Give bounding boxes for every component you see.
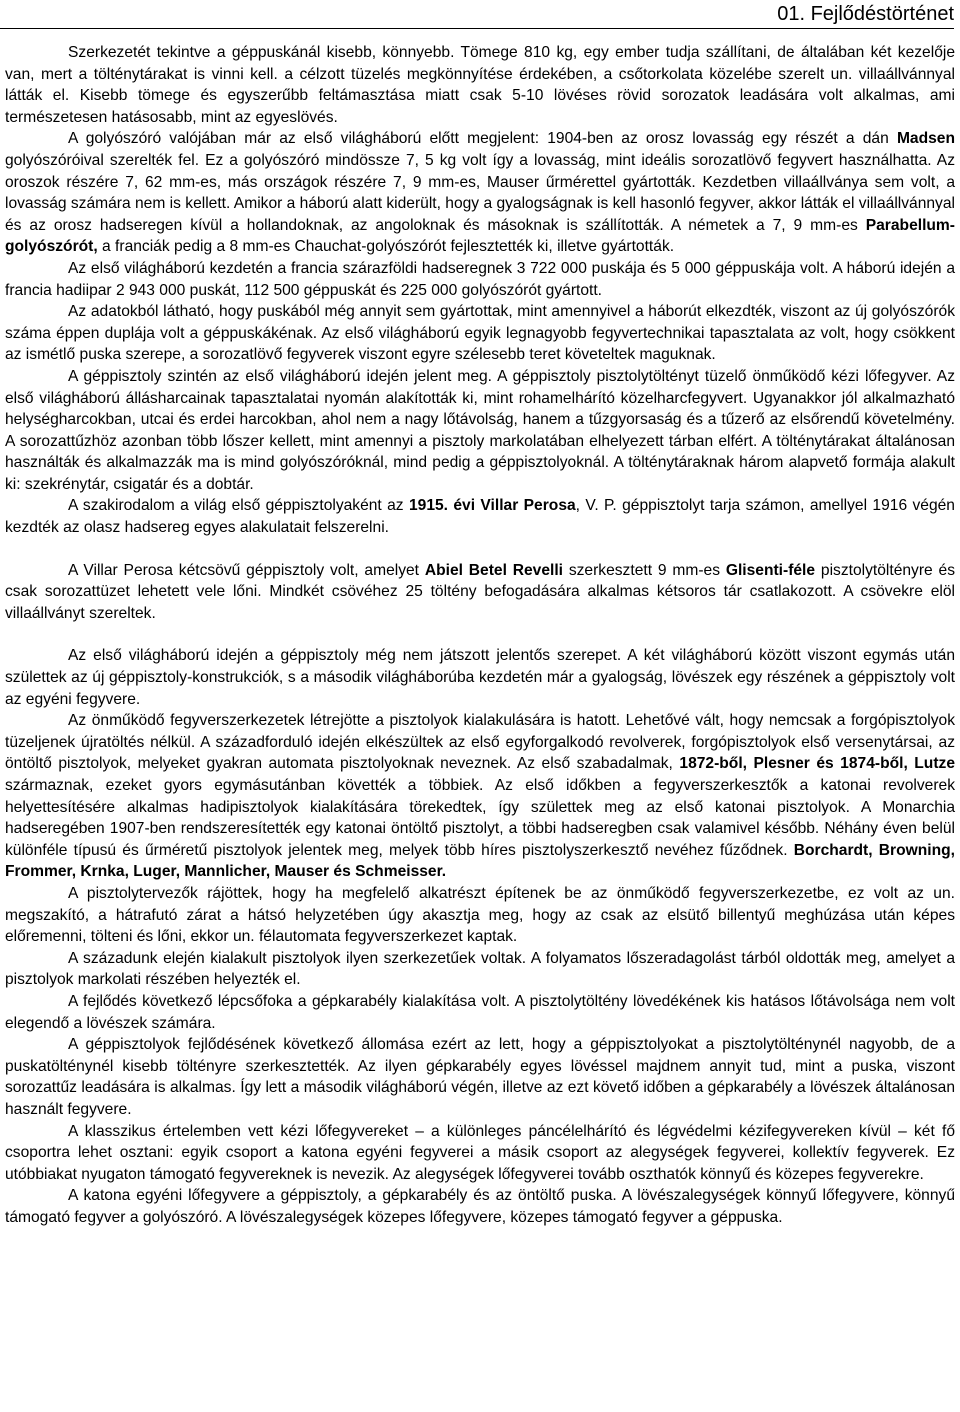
bold-term: Parabellum-golyószórót,	[5, 216, 955, 256]
paragraph: A golyószóró valójában már az első világháború előtt megjelent: 1904-ben az orosz lovasság egy részét a dán Madsen golyószóróival szerelték fel. Ez a golyószóró mindössze 7, 5 kg volt így a lovasság, mint ideális sorozatlövő fegyvert használhatta. Az oroszok részére 7, 62 mm-es, más országok részére 7, 9 mm-es, Mauser űrmérettel gyártották. Kezdetben villaállványa sem volt, a lovasság számára nem is kellett. Amikor a háború alatt kiderült, hogy a gyalogságnak is kell hasonló fegyver, akkor látták el villaállvánnyal és az orosz hadseregen kívül a hollandoknak, az angoloknak és másoknak is szállították. A németek a 7, 9 mm-es Parabellum-golyószórót, a franciák pedig a 8 mm-es Chauchat-golyószórót fejlesztették ki, illetve gyártották.	[5, 130, 955, 256]
paragraph: A szakirodalom a világ első géppisztolyaként az 1915. évi Villar Perosa, V. P. géppisztolyt tarja számon, amellyel 1916 végén kezdték az olasz hadsereg egyes alakulatait felszerelni.	[5, 497, 955, 537]
bold-term: 1915. évi Villar Perosa	[408, 497, 576, 515]
bold-term: Borchardt, Browning, Frommer, Krnka, Luger, Mannlicher, Mauser és Schmeisser.	[5, 841, 956, 881]
bold-term: Madsen	[896, 130, 955, 148]
paragraph: Az adatokból látható, hogy puskából még annyit sem gyártottak, mint amennyivel a háborút elkezdték, viszont az új golyószórók száma éppen duplája volt a géppuskákénak. Az első világháború egyik legnagyobb fegyvertechnikai tapasztalata az volt, hogy csökkent az ismétlő puska szerepe, a sorozatlövő fegyverek viszont egyre szélesebb teret követeltek maguknak.	[5, 303, 955, 364]
page-header	[0, 0, 954, 29]
paragraph: A fejlődés következő lépcsőfoka a gépkarabély kialakítása volt. A pisztolytöltény lövedékének kis hatásos lőtávolsága nem volt elegendő a lövészek számára.	[5, 992, 955, 1032]
bold-term: 1872-ből, Plesner és 1874-ből, Lutze	[679, 755, 955, 773]
chapter-title: 01. Fejlődéstörténet	[777, 3, 954, 25]
paragraph: A katona egyéni lőfegyvere a géppisztoly, a gépkarabély és az öntöltő puska. A lövészalegységek könnyű lőfegyvere, könnyű támogató fegyver a golyószóró. A lövészalegységek közepes lőfegyvere, közepes támogató fegyver a géppuska.	[5, 1187, 955, 1226]
paragraph: Az önműködő fegyverszerkezetek létrejötte a pisztolyok kialakulására is hatott. Lehetővé vált, hogy nemcsak a forgópisztolyok tüzeljenek újratöltés nélkül. A századforduló idején elkészültek az első egyforgalkodó revolverek, forgópisztolyok első versenytársai, az öntöltő pisztolyok, melyeket gyakran automata pisztolyoknak neveznek. Az első szabadalmak, 1872-ből, Plesner és 1874-ből, Lutze származnak, ezeket gyors egymásutánban követték a többiek. Az első időkben a fegyverszerkesztők a katonai revolverek helyettesítésére alkalmas hadipisztolyok kialakítására törekedtek, így születtek meg az első katonai pisztolyok. A Monarchia hadseregében 1907-ben rendszeresítették egy katonai öntöltő pisztolyt, a többi hadseregben csak valamivel később. Néhány éven belül különféle típusú és űrméretű pisztolyok jelentek meg, melyek több híres pisztolyszerkesztő nevéhez fűződnek. Borchardt, Browning, Frommer, Krnka, Luger, Mannlicher, Mauser és Schmeisser.	[5, 712, 956, 881]
paragraph: A századunk elején kialakult pisztolyok ilyen szerkezetűek voltak. A folyamatos lőszeradagolást tárból oldották meg, amelyet a pisztolyok markolati részében helyezték el.	[5, 949, 955, 989]
paragraph: Az első világháború kezdetén a francia szárazföldi hadseregnek 3 722 000 puskája és 5 000 géppuskája volt. A háború idején a francia hadiipar 2 943 000 puskát, 112 500 géppuskát és 225 000 golyószórót gyártott.	[5, 259, 955, 299]
paragraph: Az első világháború idején a géppisztoly még nem játszott jelentős szerepet. A két világháború között viszont egymás után születtek az új géppisztoly-konstrukciók, s a második világháborúba kezdetén már a gyalogság, lövészek egy részének a géppisztoly volt az egyéni fegyvere.	[5, 647, 955, 708]
paragraph: A Villar Perosa kétcsövű géppisztoly volt, amelyet Abiel Betel Revelli szerkesztett 9 mm-es Glisenti-féle pisztolytöltényre és csak sorozattüzet lehetett vele lőni. Mindkét csövéhez 25 töltény befogadására alkalmas kétsoros tár csatlakozott. A csövekre elöl villaállványt szereltek.	[5, 561, 955, 622]
paragraph: Szerkezetét tekintve a géppuskánál kisebb, könnyebb. Tömege 810 kg, egy ember tudja szállítani, de általában két kezelője van, mert a tölténytárakat is vinni kell. a célzott tüzelés megkönnyítése érdekében, a csőtorkolata közelébe szerelt un. villaállvánnyal látták el. Kisebb tömege és egyszerűbb feltámasztása miatt csak 5-10 lövéses rövid sorozatok leadására volt alkalmas, ami természetesen hatásosabb, mint az egyeslövés.	[5, 44, 955, 126]
paragraph: A géppisztolyok fejlődésének következő állomása ezért az lett, hogy a géppisztolyokat a pisztolytölténynél nagyobb, de a puskatölténynél kisebb töltényre szerkesztették. Az ilyen gépkarabély egyes lövéssel majdnem annyit tud, mint a puska, viszont sorozattűz leadására is alkalmas. Így lett a második világháború végén, illetve az ezt követő időben a gépkarabély a lövészek általánosan használt fegyvere.	[5, 1036, 955, 1118]
bold-term: Glisenti-féle	[725, 561, 816, 579]
paragraph: A pisztolytervezők rájöttek, hogy ha megfelelő alkatrészt építenek be az önműködő fegyverszerkezetbe, ez volt az un. megszakító, a hátrafutó zárat a hátsó helyzetében úgy akasztja meg, hogy az csak az elsütő billentyű meghúzása után képes előremenni, tölteni és lőni, ekkor un. félautomata fegyverszerkezet kaptak.	[5, 884, 955, 946]
bold-term: Abiel Betel Revelli	[424, 561, 564, 579]
paragraph: A klasszikus értelemben vett kézi lőfegyvereket – a különleges páncélelhárító és légvédelmi kézifegyvereken kívül – két fő csoportra lehet osztani: egyik csoport a katona egyéni fegyverei a másik csoport az alegységek fegyverei, kollektív fegyverek. Ez utóbbiakat nyugaton támogató fegyvereknek is nevezik. Az alegységek lőfegyverei tovább oszthatók könnyű és közepes fegyverekre.	[5, 1122, 955, 1183]
body-text	[5, 42, 955, 1228]
paragraph: A géppisztoly szintén az első világháború idején jelent meg. A géppisztoly pisztolytöltényt tüzelő önműködő kézi lőfegyver. Az első világháború állásharcainak tapasztalatai nyomán alakították ki, mint rohamelhárító közelharcfegyvert. Ugyanakkor jól alkalmazható helységharcokban, utcai és erdei harcokban, ahol nem a nagy lőtávolság, hanem a tűzgyorsaság és a tűzerő az elsőrendű követelmény. A sorozattűzhöz azonban több lőszer kellett, mint amennyi a pisztoly markolatában elhelyezett tárban elfért. A tölténytárakat általánosan használták és alkalmazzák ma is mind golyószóróknál, mind pedig a géppisztolyoknál. A tölténytáraknak három alapvető formája alakult ki: szekrénytár, csigatár és a dobtár.	[5, 367, 955, 493]
